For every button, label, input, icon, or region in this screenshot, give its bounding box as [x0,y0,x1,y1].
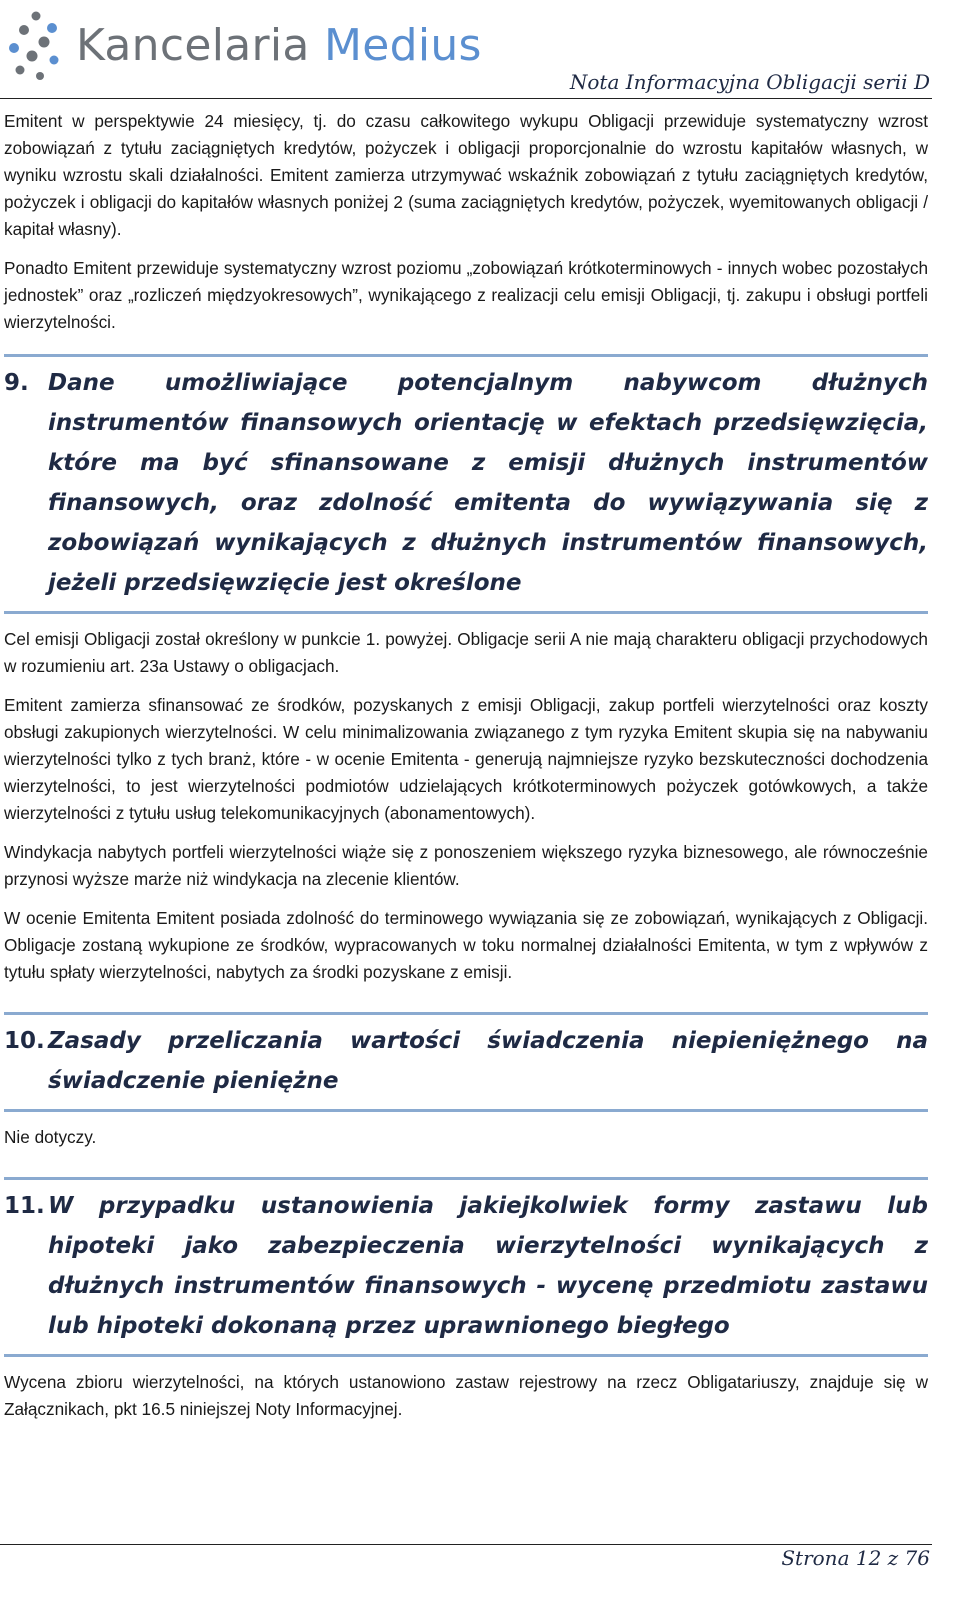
paragraph-financing-plan: Emitent zamierza sfinansować ze środków, pozyskanych z emisji Obligacji, zakup portfeli wierzytelności oraz koszty obsługi zakupionych wierzytelności. W celu minimalizowania związanego z tym ryzyka Emitent skupia się na nabywaniu wierzytelności tylko z tych branż, które - w ocenie Emitenta - generują najmniejsze ryzyko bezskuteczności dochodzenia wierzytelności, to jest wierzytelności podmiotów udzielających krótkoterminowych pożyczek gotówkowych, a także wierzytelności z tytułu usług telekomunikacyjnych (abonamentowych). [4,695,928,823]
section-9-title: Dane umożliwiające potencjalnym nabywcom dłużnych instrumentów finansowych orientację w efektach przedsięwzięcia, które ma być sfinansowane z emisji dłużnych instrumentów finansowych, oraz zdolność emitenta do wywiązywania się z zobowiązań wynikających z dłużnych instrumentów finansowych, jeżeli przedsięwzięcie jest określone [48,370,928,596]
section-11-title: W przypadku ustanowienia jakiejkolwiek formy zastawu lub hipoteki jako zabezpieczenia wierzytelności wynikających z dłużnych instrumentów finansowych - wycenę przedmiotu zastawu lub hipoteki dokonaną przez uprawnionego biegłego [48,1193,928,1339]
section-9-heading [4,354,928,614]
paragraph-valuation-reference: Wycena zbioru wierzytelności, na których ustanowiono zastaw rejestrowy na rzecz Obligatariuszy, znajduje się w Załącznikach, pkt 16.5 niniejszej Noty Informacyjnej. [4,1372,928,1419]
section-9-number: 9. [4,370,29,396]
section-10-heading [4,1012,928,1112]
paragraph-not-applicable: Nie dotyczy. [4,1127,97,1147]
logo-word-kancelaria: Kancelaria [76,20,310,71]
paragraph-liabilities-growth: Ponadto Emitent przewiduje systematyczny wzrost poziomu „zobowiązań krótkoterminowych - innych wobec pozostałych jednostek” oraz „rozliczeń międzyokresowych”, wynikającego z realizacji celu emisji Obligacji, tj. zakupu i obsługi portfeli wierzytelności. [4,258,928,332]
header-divider [0,98,932,99]
company-logo [6,4,496,90]
page-content [4,108,928,1423]
footer-divider [0,1544,932,1545]
section-11-heading [4,1177,928,1357]
paragraph-repayment-capacity: W ocenie Emitenta Emitent posiada zdolność do terminowego wywiązania się ze zobowiązań, wynikających z Obligacji. Obligacje zostaną wykupione ze środków, wypracowanych w toku normalnej działalności Emitenta, w tym z wpływów z tytułu spłaty wierzytelności, nabytych za środki pozyskane z emisji. [4,908,928,982]
paragraph-debt-forecast: Emitent w perspektywie 24 miesięcy, tj. do czasu całkowitego wykupu Obligacji przewiduje systematyczny wzrost zobowiązań z tytułu zaciągniętych kredytów, pożyczek i obligacji proporcjonalnie do wzrostu kapitałów własnych, w wyniku wzrostu skali działalności. Emitent zamierza utrzymywać wskaźnik zobowiązań z tytułu zaciągniętych kredytów, pożyczek i obligacji do kapitałów własnych poniżej 2 (suma zaciągniętych kredytów, pożyczek, wyemitowanych obligacji / kapitał własny). [4,111,928,239]
logo-word-medius: Medius [323,20,482,71]
section-10-title: Zasady przeliczania wartości świadczenia niepieniężnego na świadczenie pieniężne [48,1028,928,1094]
paragraph-debt-collection: Windykacja nabytych portfeli wierzytelności wiąże się z ponoszeniem większego ryzyka biznesowego, ale równocześnie przynosi wyższe marże niż windykacja na zlecenie klientów. [4,842,928,889]
section-10-number: 10. [4,1028,45,1054]
document-subtitle: Nota Informacyjna Obligacji serii D [569,70,930,94]
section-11-number: 11. [4,1193,45,1219]
page-header [0,0,960,98]
page-number: Strona 12 z 76 [781,1546,930,1570]
logo-dots-icon [6,8,66,88]
paragraph-emission-purpose: Cel emisji Obligacji został określony w punkcie 1. powyżej. Obligacje serii A nie mają charakteru obligacji przychodowych w rozumieniu art. 23a Ustawy o obligacjach. [4,629,928,676]
logo-wordmark [76,18,482,74]
